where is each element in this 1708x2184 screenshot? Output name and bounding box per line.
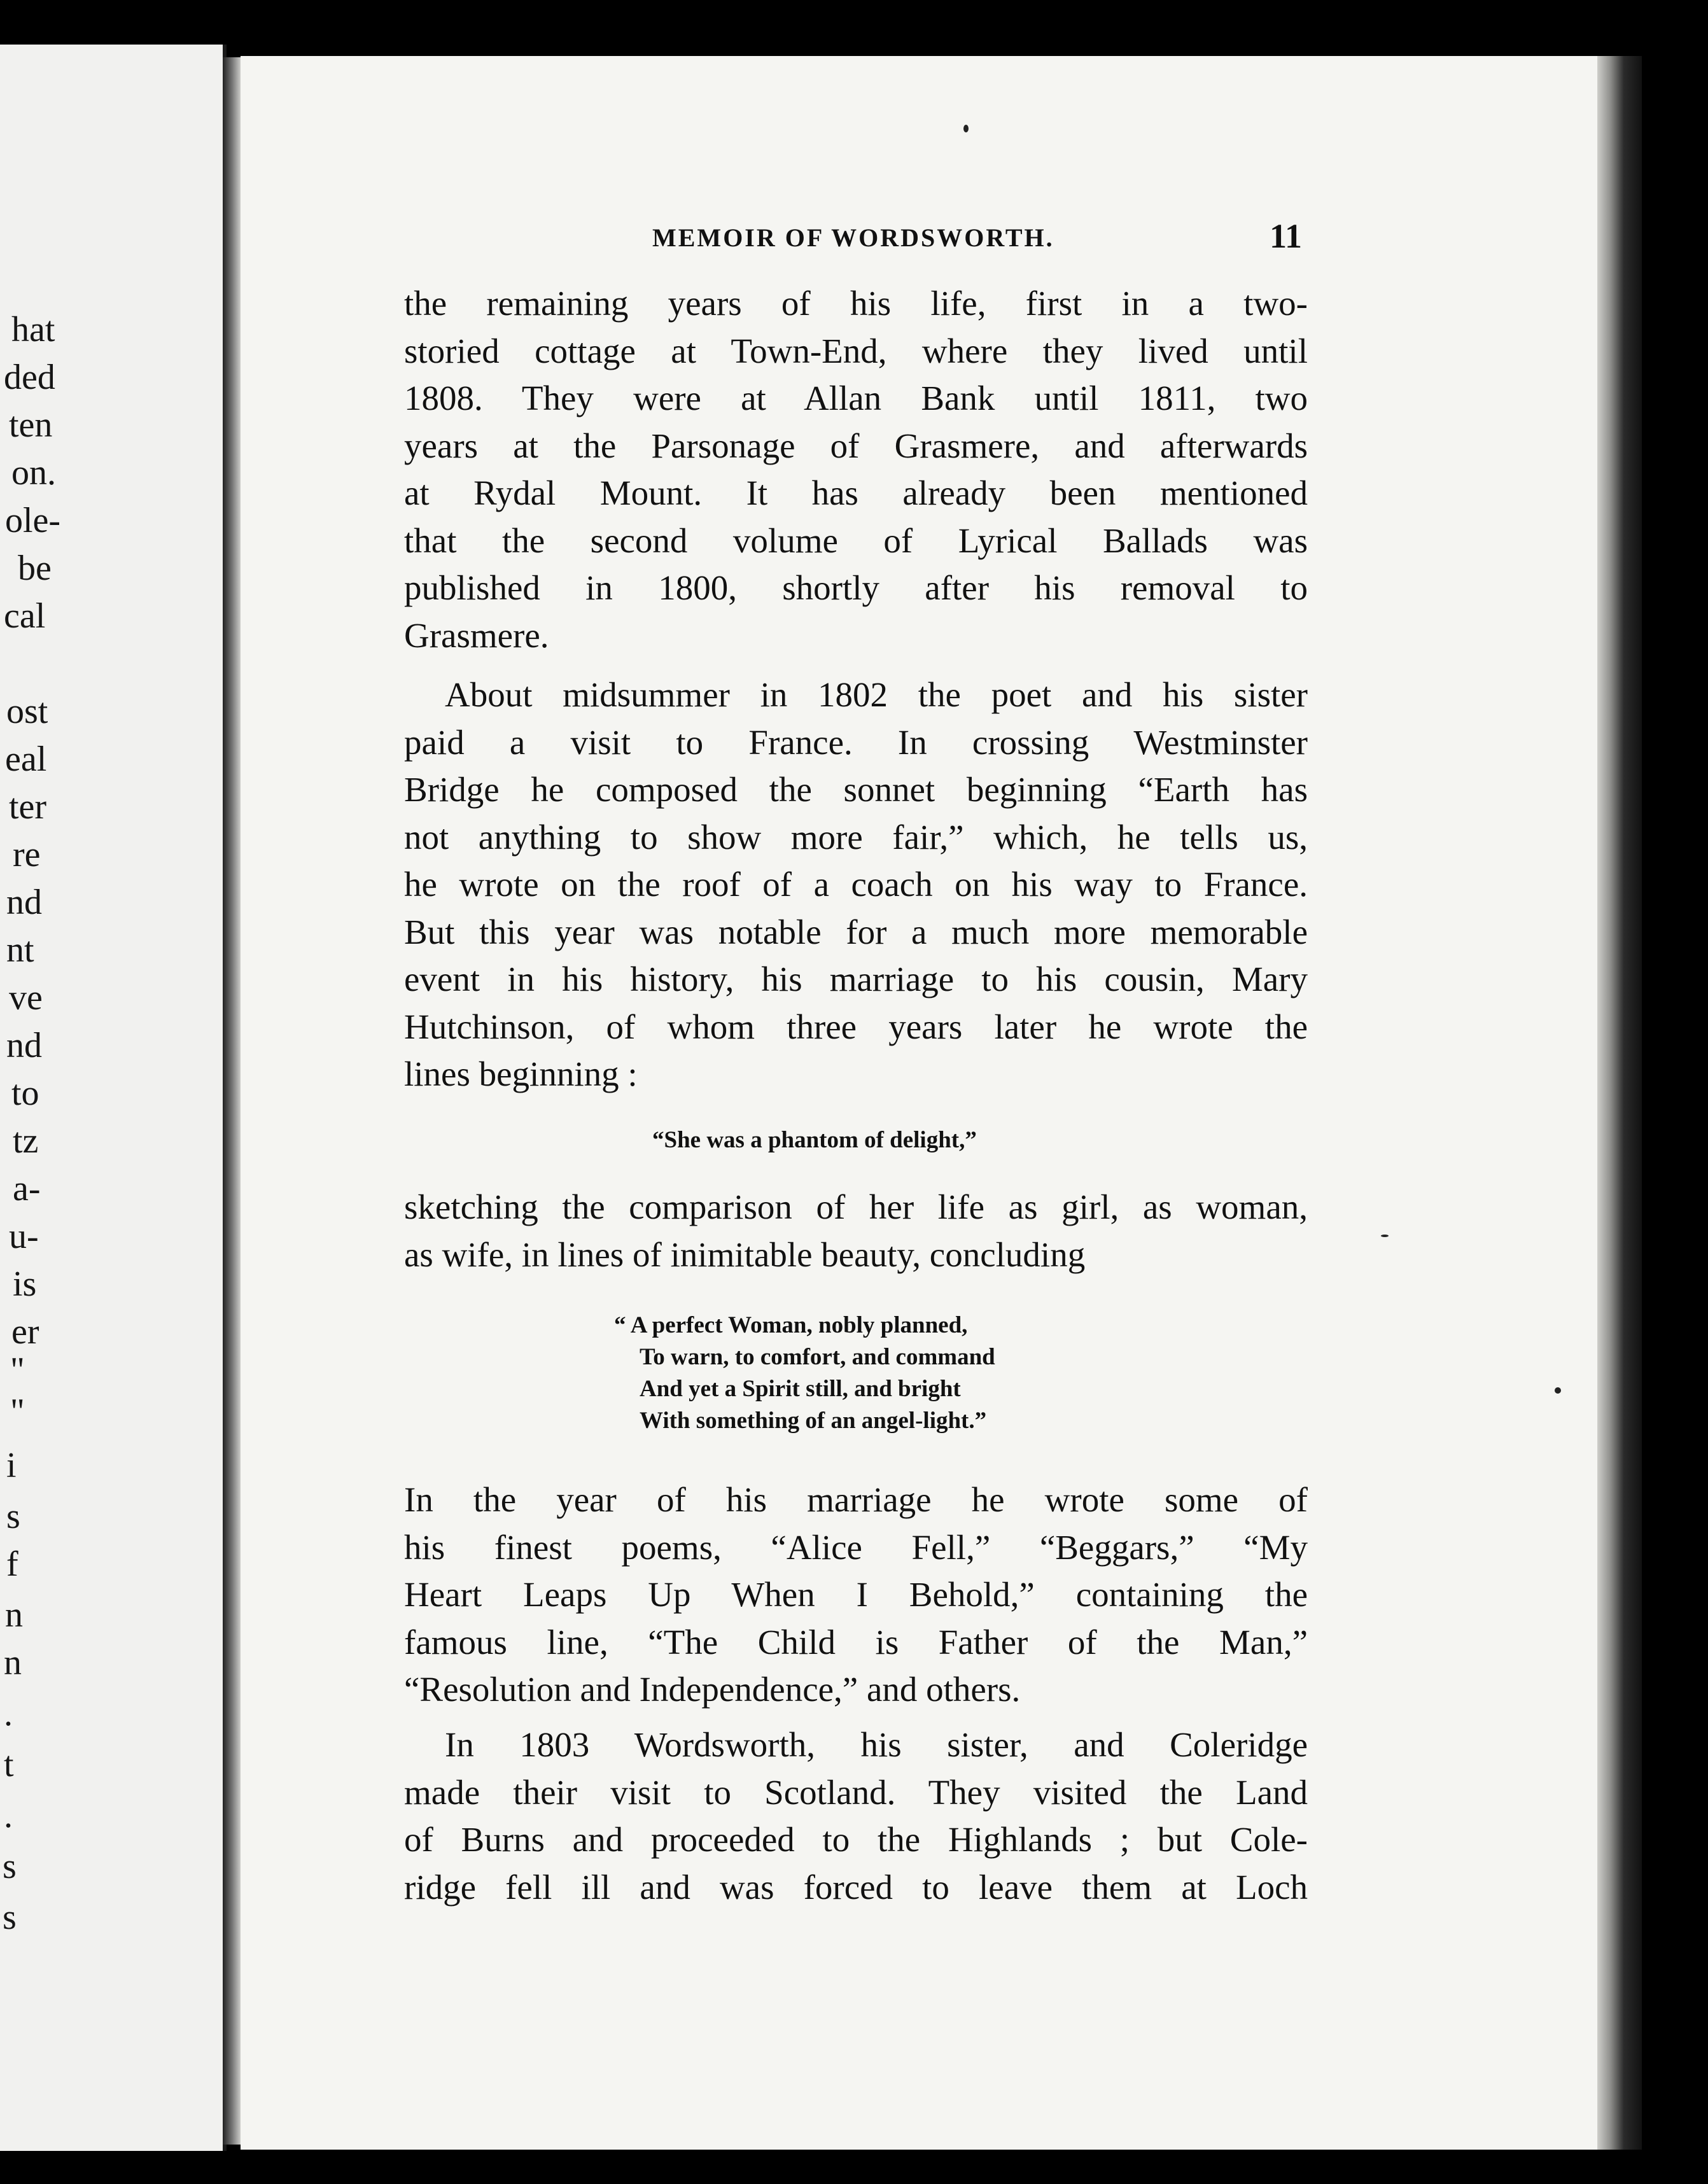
left-page-fragment: " bbox=[10, 1350, 25, 1390]
text-line: made their visit to Scotland. They visited the Land bbox=[404, 1772, 1308, 1812]
left-page-fragment: ost bbox=[6, 692, 48, 731]
text-line: sketching the comparison of her life as girl, as woman, bbox=[404, 1187, 1308, 1226]
left-page-fragment: n bbox=[4, 1643, 22, 1683]
text-line: years at the Parsonage of Grasmere, and afterwards bbox=[404, 426, 1308, 465]
text-line: he wrote on the roof of a coach on his way to France. bbox=[404, 865, 1308, 904]
left-page-fragment: ve bbox=[9, 978, 43, 1018]
text-line: event in his history, his marriage to his cousin, Mary bbox=[404, 960, 1308, 998]
text-line: In 1803 Wordsworth, his sister, and Coleridge bbox=[445, 1725, 1308, 1764]
text-line: About midsummer in 1802 the poet and his sister bbox=[445, 675, 1308, 714]
left-page-fragment: s bbox=[6, 1497, 20, 1536]
text-line: lines beginning : bbox=[404, 1054, 638, 1093]
left-page-fragment: eal bbox=[5, 739, 47, 779]
left-page-fragment: be bbox=[18, 549, 52, 588]
left-page-fragment: is bbox=[13, 1264, 37, 1304]
page-edge-shadow bbox=[1597, 56, 1642, 2150]
left-page-fragment: i bbox=[6, 1446, 17, 1485]
previous-page-sliver bbox=[0, 45, 227, 2151]
left-page-fragment: a- bbox=[13, 1169, 41, 1208]
scan-speck bbox=[963, 125, 969, 132]
text-line: of Burns and proceeded to the Highlands ; but Cole- bbox=[404, 1820, 1308, 1859]
scan-speck bbox=[1555, 1387, 1561, 1394]
left-page-fragment: nt bbox=[6, 930, 34, 970]
text-line: his finest poems, “Alice Fell,” “Beggars,” “My bbox=[404, 1527, 1308, 1567]
page-number: 11 bbox=[1270, 217, 1303, 255]
book-gutter bbox=[223, 57, 242, 2145]
left-page-fragment: ded bbox=[4, 358, 55, 397]
left-page-fragment: " bbox=[10, 1392, 25, 1431]
left-page-fragment: s bbox=[3, 1847, 17, 1886]
paragraph-3 bbox=[404, 1184, 1308, 1278]
text-line: that the second volume of Lyrical Ballads was bbox=[404, 521, 1308, 560]
left-page-fragment: cal bbox=[4, 596, 46, 636]
paragraph-4 bbox=[404, 1476, 1308, 1714]
text-line: famous line, “The Child is Father of the Man,” bbox=[404, 1622, 1308, 1662]
left-page-fragment: on. bbox=[11, 453, 56, 493]
quote-phantom-of-delight: “She was a phantom of delight,” bbox=[652, 1127, 977, 1153]
text-line: the remaining years of his life, first in a two- bbox=[404, 284, 1308, 323]
text-line: Bridge he composed the sonnet beginning “Earth has bbox=[404, 770, 1308, 809]
left-page-fragment: f bbox=[6, 1544, 18, 1584]
left-page-fragment: u- bbox=[9, 1217, 39, 1256]
quote-perfect-woman bbox=[614, 1310, 995, 1437]
left-page-fragment: . bbox=[4, 1796, 13, 1835]
text-line: at Rydal Mount. It has already been mentioned bbox=[404, 473, 1308, 512]
left-page-fragment: ter bbox=[9, 787, 47, 827]
text-line: But this year was notable for a much more memorable bbox=[404, 912, 1308, 951]
left-page-fragment: s bbox=[3, 1898, 17, 1937]
running-head: MEMOIR OF WORDSWORTH. bbox=[652, 223, 1054, 252]
text-line: ridge fell ill and was forced to leave them at Loch bbox=[404, 1867, 1308, 1907]
left-page-fragment: nd bbox=[6, 883, 42, 922]
text-line: Heart Leaps Up When I Behold,” containing the bbox=[404, 1575, 1308, 1614]
left-page-fragment: ten bbox=[9, 405, 53, 445]
text-line: Hutchinson, of whom three years later he wrote the bbox=[404, 1007, 1308, 1046]
left-page-fragment: t bbox=[4, 1745, 14, 1784]
scan-speck bbox=[1381, 1235, 1389, 1237]
text-line: paid a visit to France. In crossing Westminster bbox=[404, 722, 1308, 762]
left-page-fragment: nd bbox=[6, 1026, 42, 1065]
left-page-fragment: tz bbox=[13, 1121, 39, 1161]
left-page-fragment: to bbox=[11, 1074, 39, 1113]
left-page-fragment: ole- bbox=[5, 501, 61, 540]
left-page-fragment: er bbox=[11, 1312, 39, 1352]
text-line: not anything to show more fair,” which, he tells us, bbox=[404, 817, 1308, 857]
text-line: In the year of his marriage he wrote some of bbox=[404, 1480, 1308, 1519]
left-page-fragment: n bbox=[5, 1595, 23, 1635]
text-line: as wife, in lines of inimitable beauty, concluding bbox=[404, 1235, 1086, 1274]
paragraph-5 bbox=[404, 1721, 1308, 1911]
quote-line: With something of an angel-light.” bbox=[640, 1408, 987, 1434]
quote-line: “ A perfect Woman, nobly planned, bbox=[614, 1312, 968, 1338]
text-line: published in 1800, shortly after his removal to bbox=[404, 568, 1308, 607]
text-line: “Resolution and Independence,” and others. bbox=[404, 1670, 1021, 1709]
left-page-fragment: . bbox=[4, 1694, 13, 1733]
text-line: 1808. They were at Allan Bank until 1811, two bbox=[404, 379, 1308, 417]
paragraph-2 bbox=[404, 671, 1308, 1098]
text-line: storied cottage at Town-End, where they lived until bbox=[404, 331, 1308, 370]
quote-line: To warn, to comfort, and command bbox=[640, 1344, 995, 1370]
paragraph-1 bbox=[404, 280, 1308, 659]
text-line: Grasmere. bbox=[404, 615, 549, 655]
left-page-fragment: re bbox=[13, 835, 41, 874]
quote-line: And yet a Spirit still, and bright bbox=[640, 1376, 961, 1402]
left-page-fragment: hat bbox=[11, 310, 55, 349]
